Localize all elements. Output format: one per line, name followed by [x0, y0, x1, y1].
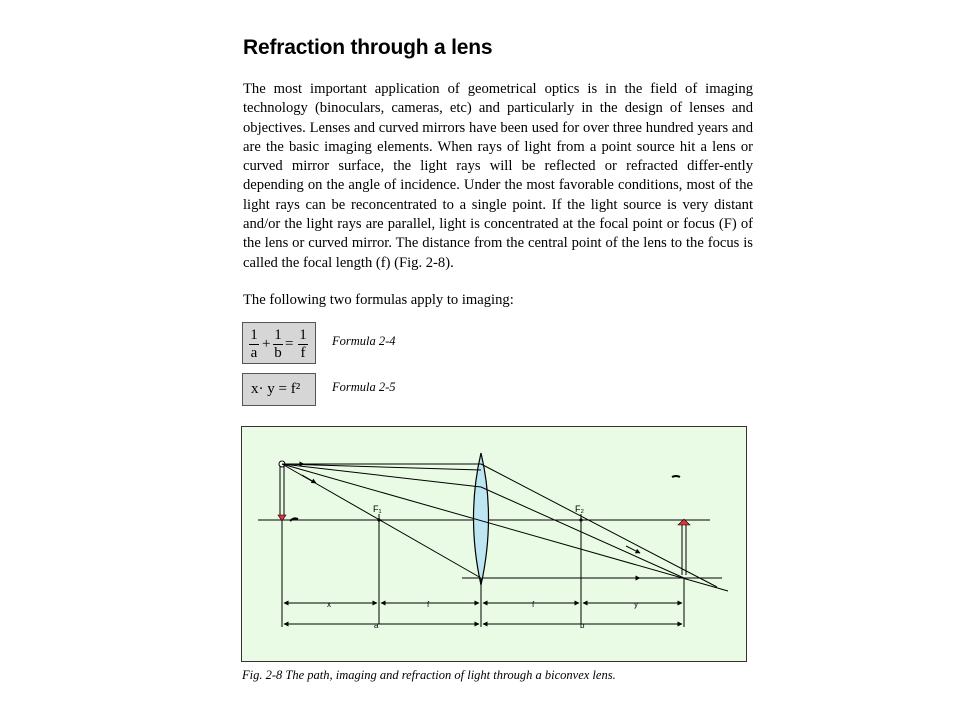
formula-intro: The following two formulas apply to imaging: [243, 292, 514, 308]
formula-box-lens-equation [242, 322, 316, 364]
ray-upper-tertiary-refracted [481, 487, 684, 578]
section-title: Refraction through a lens [243, 36, 493, 59]
dim-label-x: x [327, 600, 331, 609]
fraction-1-over-b [273, 328, 283, 361]
ray-arrow-2 [302, 475, 316, 483]
dim-label-y: y [634, 600, 638, 609]
focus-f1-label: F₁ [373, 504, 382, 514]
formula-box-newton-equation [242, 373, 316, 406]
ray-arrow-3 [626, 546, 640, 553]
plus-sign: + [262, 336, 271, 352]
focus-f1-dot [377, 518, 380, 521]
focus-f2-label: F₂ [575, 504, 584, 514]
numerator: 1 [299, 327, 307, 343]
denominator: b [274, 345, 282, 361]
lens-ray-diagram [241, 426, 747, 662]
dim-label-f-left: f [427, 600, 430, 609]
body-paragraph: The most important application of geometrical optics is in the field of imaging technology (binoculars, cameras, etc) and particularly in the design of lenses and objectives. Lenses and curved mirrors have been used for over three hundred years and are the basic imaging elements. When rays of light from a point source hit a lens or curved mirror surface, the light rays will be reflected or refracted differ-ently depending on the angle of incidence. Under the most favorable conditions, most of the light rays can be reconcentrated to a single point. If the light source is very distant and/or the light rays are parallel, light is concentrated at the focal point or focus (F) of the lens or curved mirror. The distance from the central point of the lens to the focus is called the focal length (f) (Fig. 2-8). [243, 81, 753, 271]
formula-label-2-5: Formula 2-5 [332, 380, 396, 394]
ray-diagram-svg [242, 427, 745, 660]
dim-label-a: a [374, 621, 379, 630]
figure-caption: Fig. 2-8 The path, imaging and refraction of light through a biconvex lens. [242, 668, 616, 682]
equals-sign: = [285, 336, 294, 352]
numerator: 1 [250, 327, 258, 343]
fraction-1-over-a [249, 328, 259, 361]
dim-label-f-right: f [532, 600, 535, 609]
formula-label-2-4: Formula 2-4 [332, 334, 396, 348]
denominator: f [300, 345, 306, 361]
focus-f2-dot [579, 518, 582, 521]
formula-expression: x· y = f² [251, 381, 301, 397]
mark-right-top [672, 476, 680, 477]
numerator: 1 [274, 327, 282, 343]
denominator: a [250, 345, 258, 361]
fraction-1-over-f [298, 328, 308, 361]
dim-label-b: b [580, 621, 585, 630]
ray-chief [282, 464, 728, 591]
